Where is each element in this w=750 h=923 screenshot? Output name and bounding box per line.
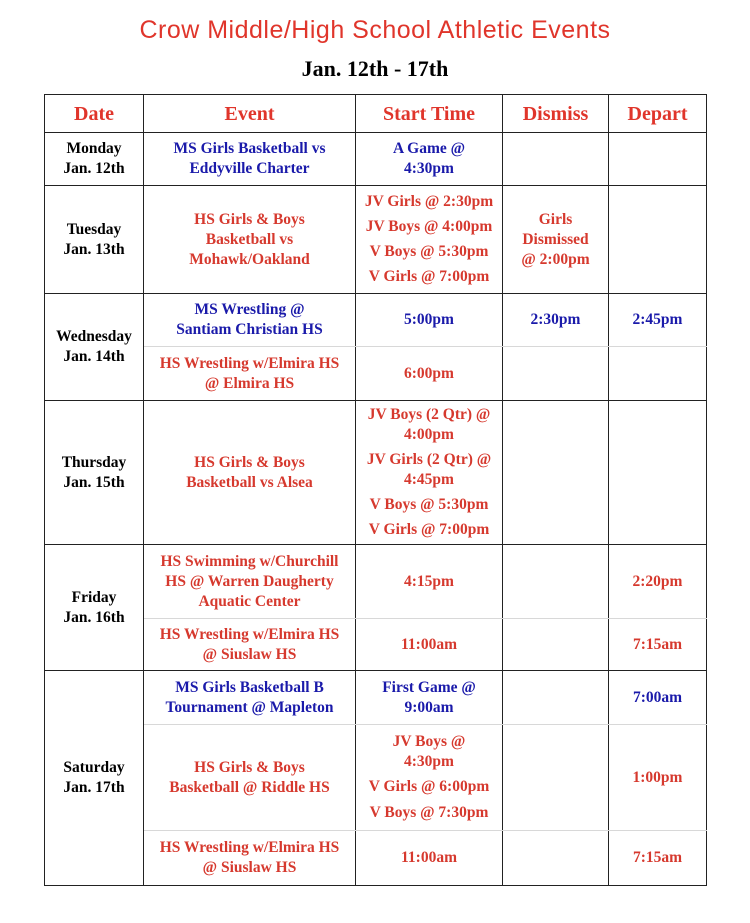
start-line: A Game @ xyxy=(392,140,466,157)
start-line: 4:00pm xyxy=(404,426,454,443)
event-line: MS Wrestling @ xyxy=(194,301,305,318)
table-row xyxy=(45,725,707,831)
event-line: HS Wrestling w/Elmira HS xyxy=(159,354,340,372)
table-row xyxy=(45,186,707,294)
event-cell xyxy=(144,619,356,671)
day-date: Jan. 15th xyxy=(63,473,125,491)
start-time-cell: 11:00am xyxy=(356,619,503,671)
event-line: @ Siuslaw HS xyxy=(202,859,297,876)
event-line: @ Elmira HS xyxy=(204,374,295,392)
date-cell xyxy=(45,294,144,401)
event-line: HS Girls & Boys xyxy=(194,758,305,776)
start-line: First Game @ xyxy=(382,678,476,696)
event-cell xyxy=(144,186,356,294)
event-cell xyxy=(144,294,356,347)
date-cell xyxy=(45,545,144,671)
table-row xyxy=(45,347,707,401)
depart-cell: 2:20pm xyxy=(609,545,707,619)
start-line: 4:30pm xyxy=(404,753,454,770)
header-start-time: Start Time xyxy=(356,95,503,133)
dismiss-cell xyxy=(503,347,609,401)
event-cell xyxy=(144,401,356,545)
event-line: HS Wrestling w/Elmira HS xyxy=(159,839,340,856)
dismiss-cell: 2:30pm xyxy=(503,294,609,347)
event-cell xyxy=(144,831,356,886)
event-line: Basketball vs Alsea xyxy=(186,473,313,491)
day-date: Jan. 14th xyxy=(63,348,125,365)
day-date: Jan. 16th xyxy=(63,608,125,626)
event-line: Santiam Christian HS xyxy=(176,321,323,338)
depart-cell xyxy=(609,347,707,401)
event-line: @ Siuslaw HS xyxy=(202,645,297,663)
date-cell xyxy=(45,186,144,294)
header-event: Event xyxy=(144,95,356,133)
start-line: V Boys @ 5:30pm xyxy=(369,243,489,260)
dismiss-line: Girls xyxy=(538,210,573,228)
start-line: V Girls @ 7:00pm xyxy=(368,521,490,538)
table-row xyxy=(45,619,707,671)
page-title: Crow Middle/High School Athletic Events xyxy=(139,16,611,44)
event-line: HS Girls & Boys xyxy=(194,210,305,228)
depart-cell: 7:15am xyxy=(609,831,707,886)
dismiss-line: Dismissed xyxy=(522,230,589,248)
dismiss-cell xyxy=(503,671,609,725)
start-line: 4:45pm xyxy=(404,471,454,488)
event-line: HS Girls & Boys xyxy=(194,453,305,471)
header-date: Date xyxy=(45,95,144,133)
table-row xyxy=(45,545,707,619)
start-time-cell xyxy=(356,186,503,294)
start-time-cell xyxy=(356,725,503,831)
day-date: Jan. 12th xyxy=(63,160,125,177)
date-range: Jan. 12th - 17th xyxy=(301,56,449,81)
date-cell xyxy=(45,401,144,545)
event-line: Mohawk/Oakland xyxy=(189,250,310,268)
start-line: JV Girls @ 2:30pm xyxy=(364,193,494,210)
depart-cell: 7:15am xyxy=(609,619,707,671)
event-cell xyxy=(144,725,356,831)
start-line: V Boys @ 7:30pm xyxy=(369,804,489,821)
table-row xyxy=(45,671,707,725)
header-dismiss: Dismiss xyxy=(503,95,609,133)
table-row xyxy=(45,831,707,886)
start-time-cell: 5:00pm xyxy=(356,294,503,347)
table-row xyxy=(45,133,707,186)
event-line: Basketball @ Riddle HS xyxy=(169,778,330,796)
header-row xyxy=(45,95,707,133)
start-time-cell xyxy=(356,671,503,725)
day-date: Jan. 13th xyxy=(63,240,125,258)
event-line: Tournament @ Mapleton xyxy=(165,698,334,716)
event-cell xyxy=(144,671,356,725)
event-cell xyxy=(144,347,356,401)
event-line: MS Girls Basketball vs xyxy=(173,140,326,157)
event-line: HS Wrestling w/Elmira HS xyxy=(159,625,340,643)
start-line: 4:30pm xyxy=(404,160,454,177)
event-line: HS @ Warren Daugherty xyxy=(165,572,334,590)
day-date: Jan. 17th xyxy=(63,779,125,796)
event-line: Basketball vs xyxy=(205,230,294,248)
start-time-cell: 11:00am xyxy=(356,831,503,886)
dismiss-cell xyxy=(503,831,609,886)
event-line: HS Swimming w/Churchill xyxy=(160,552,339,570)
event-line: Eddyville Charter xyxy=(189,160,310,177)
table-row xyxy=(45,294,707,347)
header-depart: Depart xyxy=(609,95,707,133)
start-time-cell xyxy=(356,133,503,186)
start-line: 9:00am xyxy=(404,698,454,716)
events-table xyxy=(44,94,707,886)
depart-cell: 2:45pm xyxy=(609,294,707,347)
depart-cell xyxy=(609,186,707,294)
start-line: V Girls @ 6:00pm xyxy=(368,778,490,795)
event-cell xyxy=(144,545,356,619)
dismiss-cell xyxy=(503,186,609,294)
day-name: Saturday xyxy=(63,759,125,776)
dismiss-cell xyxy=(503,401,609,545)
event-cell xyxy=(144,133,356,186)
start-line: V Girls @ 7:00pm xyxy=(368,268,490,285)
event-line: Aquatic Center xyxy=(198,592,301,610)
table-row xyxy=(45,401,707,545)
day-name: Thursday xyxy=(61,453,127,471)
start-line: JV Girls (2 Qtr) @ xyxy=(366,451,492,468)
start-line: JV Boys (2 Qtr) @ xyxy=(367,406,491,423)
depart-cell xyxy=(609,401,707,545)
date-cell xyxy=(45,671,144,886)
dismiss-line: @ 2:00pm xyxy=(521,250,590,268)
start-line: V Boys @ 5:30pm xyxy=(369,496,489,513)
day-name: Friday xyxy=(71,588,117,606)
dismiss-cell xyxy=(503,725,609,831)
dismiss-cell xyxy=(503,619,609,671)
dismiss-cell xyxy=(503,545,609,619)
start-line: JV Boys @ xyxy=(392,733,466,750)
start-line: JV Boys @ 4:00pm xyxy=(365,218,493,235)
dismiss-cell xyxy=(503,133,609,186)
start-time-cell: 4:15pm xyxy=(356,545,503,619)
depart-cell: 7:00am xyxy=(609,671,707,725)
day-name: Monday xyxy=(66,140,122,157)
depart-cell: 1:00pm xyxy=(609,725,707,831)
date-cell xyxy=(45,133,144,186)
day-name: Wednesday xyxy=(56,328,132,345)
start-time-cell: 6:00pm xyxy=(356,347,503,401)
day-name: Tuesday xyxy=(66,220,122,238)
depart-cell xyxy=(609,133,707,186)
start-time-cell xyxy=(356,401,503,545)
event-line: MS Girls Basketball B xyxy=(175,678,324,696)
